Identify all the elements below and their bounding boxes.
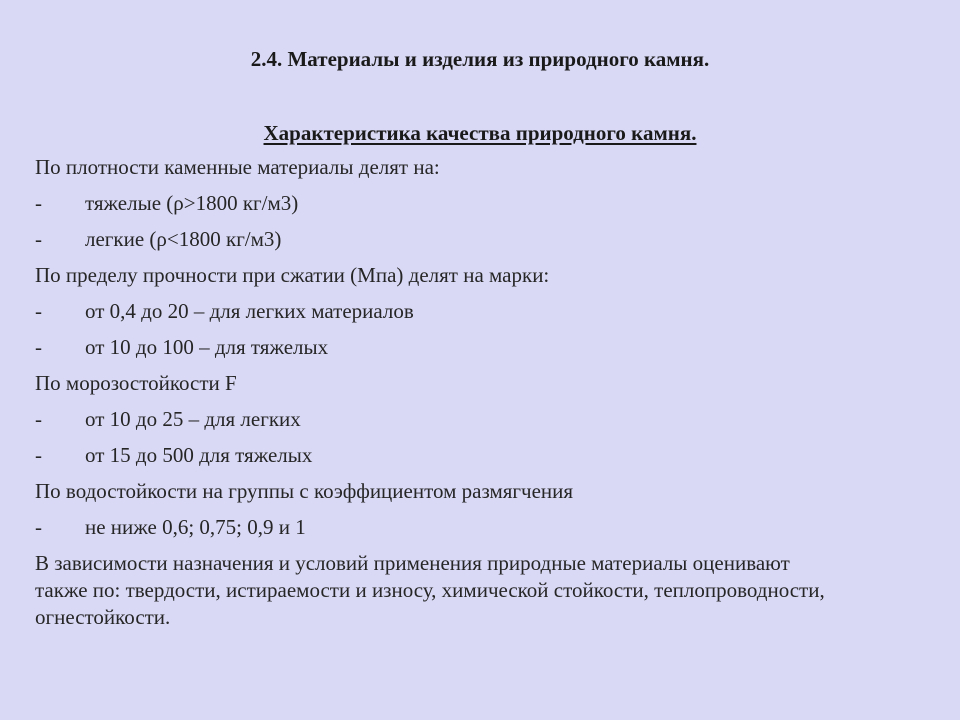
list-item-text: тяжелые (ρ>1800 кг/м3) [85,191,299,215]
section-heading-frost: По морозостойкости F [35,371,237,395]
slide-title: 2.4. Материалы и изделия из природного камня. [250,47,710,71]
bullet-dash: - [35,443,42,467]
slide-subtitle-text: Характеристика качества природного камня. [263,121,697,145]
list-item [35,226,925,253]
list-item-text: от 0,4 до 20 – для легких материалов [85,299,414,323]
section-heading-strength: По пределу прочности при сжатии (Мпа) делят на марки: [35,263,550,287]
list-item-text: не ниже 0,6; 0,75; 0,9 и 1 [85,515,306,539]
bullet-dash: - [35,299,42,323]
slide-subtitle [0,119,960,147]
bullet-dash: - [35,335,42,359]
list-item [35,298,925,325]
list-item [35,442,925,469]
section-heading-density: По плотности каменные материалы делят на: [35,155,440,179]
list-item-text: от 10 до 100 – для тяжелых [85,335,329,359]
list-item [35,514,925,541]
closing-paragraph: В зависимости назначения и условий применения природные материалы оценивают также по: твердости, истираемости и износу, химической стойкости, теплопроводности, огнестойкости. [35,551,825,629]
section-heading-water: По водостойкости на группы с коэффициентом размягчения [35,479,574,503]
list-item [35,190,925,217]
list-item-text: от 15 до 500 для тяжелых [85,443,313,467]
slide-content [35,154,925,631]
bullet-dash: - [35,191,42,215]
list-item [35,406,925,433]
bullet-dash: - [35,407,42,431]
bullet-dash: - [35,515,42,539]
bullet-dash: - [35,227,42,251]
list-item [35,334,925,361]
list-item-text: от 10 до 25 – для легких [85,407,301,431]
list-item-text: легкие (ρ<1800 кг/м3) [85,227,282,251]
